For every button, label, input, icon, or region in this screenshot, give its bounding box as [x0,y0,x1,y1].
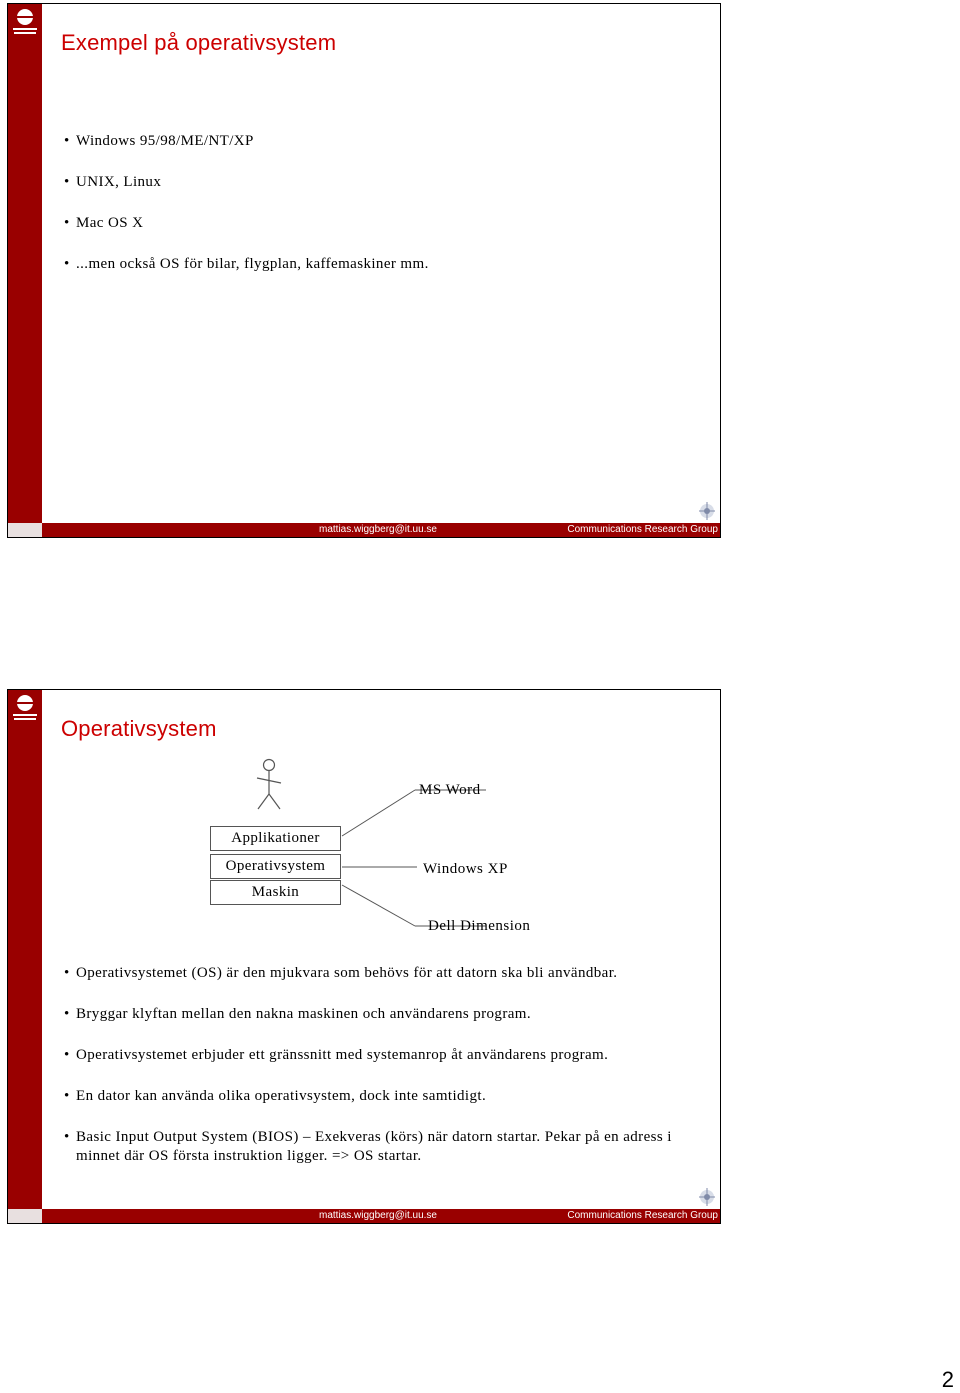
connector-lines [342,790,486,926]
bullet-list [76,964,676,1166]
stack-operativsystem: Operativsystem [210,854,341,879]
stack-applikationer: Applikationer [210,826,341,851]
stack-maskin: Maskin [210,880,341,905]
stick-figure-icon [257,760,281,810]
list-item: • Basic Input Output System (BIOS) – Exekveras (körs) när datorn startar. Pekar på en adress i minnet där OS första instruktion ligger. => OS startar. [76,1128,676,1166]
footer-email: mattias.wiggberg@it.uu.se [319,524,437,535]
footer-email: mattias.wiggberg@it.uu.se [319,1210,437,1221]
list-item: • ...men också OS för bilar, flygplan, kaffemaskiner mm. [76,255,686,274]
list-item: • UNIX, Linux [76,173,686,192]
slide-footer [8,523,720,537]
slide-2 [7,689,721,1224]
slide-sidebar [8,4,42,524]
label-ms-word: MS Word [419,782,481,798]
slide-1 [7,3,721,538]
label-windows-xp: Windows XP [423,861,508,877]
bullet-list [76,132,686,296]
list-item: • Bryggar klyftan mellan den nakna maskinen och användarens program. [76,1005,676,1024]
list-item: • En dator kan använda olika operativsystem, dock inte samtidigt. [76,1087,676,1106]
slide-title: Exempel på operativsystem [61,30,337,55]
os-diagram-lines [8,690,721,950]
page-number: 2 [941,1367,954,1392]
research-group-logo-icon [698,501,716,521]
footer-group: Communications Research Group [567,524,718,535]
list-item: • Operativsystemet (OS) är den mjukvara som behövs för att datorn ska bli användbar. [76,964,676,983]
slide-title: Operativsystem [61,716,217,741]
list-item: • Mac OS X [76,214,686,233]
label-dell-dimension: Dell Dimension [428,918,531,934]
list-item: • Operativsystemet erbjuder ett gränssnitt med systemanrop åt användarens program. [76,1046,676,1065]
list-item: • Windows 95/98/ME/NT/XP [76,132,686,151]
footer-group: Communications Research Group [567,1210,718,1221]
research-group-logo-icon [698,1187,716,1207]
uppsala-university-logo-icon [11,7,39,37]
slide-footer [8,1209,720,1223]
